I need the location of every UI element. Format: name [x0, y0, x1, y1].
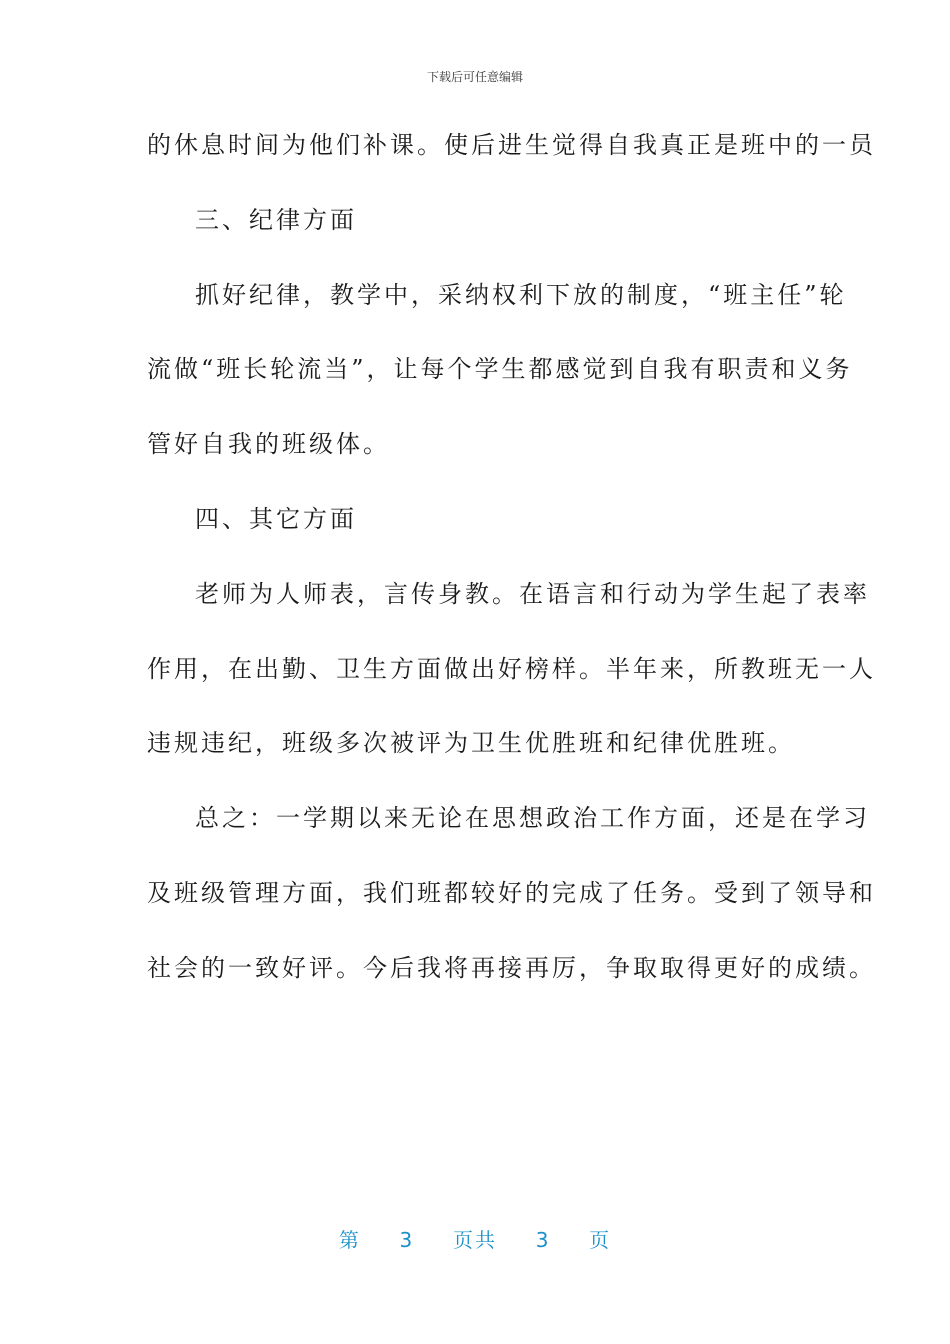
body-line: 抓好纪律，教学中，采纳权利下放的制度，“班主任”轮 [195, 280, 847, 309]
body-line: 及班级管理方面，我们班都较好的完成了任务。受到了领导和 [147, 878, 876, 907]
body-line: 违规违纪，班级多次被评为卫生优胜班和纪律优胜班。 [147, 729, 795, 758]
body-line: 流做“班长轮流当”，让每个学生都感觉到自我有职责和义务 [147, 355, 853, 384]
footer-total-pages: 3 [535, 1228, 551, 1252]
body-line: 的休息时间为他们补课。使后进生觉得自我真正是班中的一员 [147, 131, 876, 159]
body-line: 总之：一学期以来无论在思想政治工作方面，还是在学习 [195, 804, 870, 833]
document-body [147, 120, 876, 1018]
page-header: 下载后可任意编辑 [426, 70, 523, 84]
footer-suffix: 页 [589, 1228, 612, 1252]
page-footer [0, 1224, 950, 1253]
footer-middle: 页共 [453, 1228, 497, 1252]
body-line: 老师为人师表，言传身教。在语言和行动为学生起了表率 [195, 579, 870, 608]
body-line: 管好自我的班级体。 [147, 430, 390, 459]
body-line: 社会的一致好评。今后我将再接再厉，争取取得更好的成绩。 [147, 953, 876, 982]
section-heading: 三、纪律方面 [195, 205, 357, 234]
body-line: 作用，在出勤、卫生方面做出好榜样。半年来，所教班无一人 [147, 654, 876, 683]
section-heading: 四、其它方面 [195, 504, 357, 533]
footer-current-page: 3 [399, 1228, 415, 1252]
footer-prefix: 第 [338, 1228, 361, 1252]
